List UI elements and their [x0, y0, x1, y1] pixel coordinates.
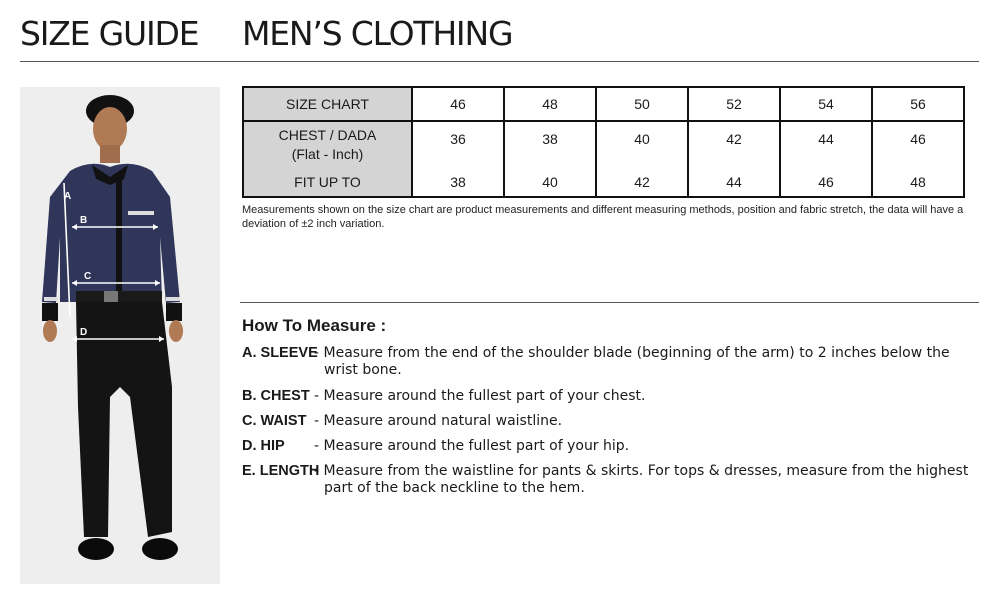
chest-value-cell [504, 121, 596, 167]
fit-value-cell: 48 [872, 167, 964, 197]
fit-row [243, 167, 964, 197]
measure-item-chest [242, 388, 982, 405]
chest-value: 40 [634, 130, 650, 147]
header-divider [20, 61, 979, 62]
measure-key: C. WAIST [242, 413, 307, 429]
measure-key: A. SLEEVE [242, 345, 318, 361]
size-header-cell: 56 [872, 87, 964, 121]
measure-key: B. CHEST [242, 388, 310, 404]
measure-key: D. HIP [242, 438, 285, 454]
fit-value-cell: 40 [504, 167, 596, 197]
measure-desc: - Measure around the fullest part of your chest. [314, 388, 646, 404]
how-to-measure-heading: How To Measure : [242, 316, 387, 335]
fit-value-cell: 38 [412, 167, 504, 197]
marker-c: C [84, 271, 92, 282]
measure-item-hip [242, 438, 982, 455]
fit-row-label: FIT UP TO [243, 167, 412, 197]
size-header-cell: 52 [688, 87, 780, 121]
measure-desc: - Measure around the fullest part of your hip. [314, 438, 630, 454]
chest-row [243, 121, 964, 167]
chest-value-cell [688, 121, 780, 167]
size-header-cell: 46 [412, 87, 504, 121]
chest-value-cell [872, 121, 964, 167]
size-chart-header-row [243, 87, 964, 121]
mens-clothing-title: MEN’S CLOTHING [242, 14, 513, 53]
chest-value: 38 [542, 130, 558, 147]
measure-desc: - Measure from the waistline for pants & skirts. For tops & dresses, measure from the highest part of the back neckline to the hem. [314, 463, 969, 496]
marker-d: D [80, 327, 88, 338]
size-header-cell: 54 [780, 87, 872, 121]
measure-key: E. LENGTH [242, 463, 320, 479]
chest-value: 36 [450, 130, 466, 147]
chest-value-cell [596, 121, 688, 167]
measurement-note: Measurements shown on the size chart are product measurements and different measuring methods, position and fabric stretch, the data will have a deviation of ±2 inch variation. [242, 204, 964, 230]
measure-desc: - Measure around natural waistline. [314, 413, 563, 429]
fit-value-cell: 44 [688, 167, 780, 197]
chest-row-label [243, 121, 412, 167]
chest-value: 46 [910, 130, 926, 147]
measure-item-length [242, 463, 982, 497]
measure-item-waist [242, 413, 982, 430]
size-guide-title: SIZE GUIDE [20, 14, 199, 53]
chest-label-line2: (Flat - Inch) [291, 145, 364, 162]
section-divider [240, 302, 979, 303]
model-photo [20, 87, 220, 584]
chest-value-cell [780, 121, 872, 167]
fit-value-cell: 46 [780, 167, 872, 197]
marker-b: B [80, 215, 88, 226]
marker-a: A [64, 191, 72, 202]
size-header-cell: 48 [504, 87, 596, 121]
measure-desc: - Measure from the end of the shoulder blade (beginning of the arm) to 2 inches below the wrist bone. [314, 345, 950, 378]
size-chart-table [242, 86, 965, 198]
measure-item-sleeve [242, 345, 982, 379]
measure-instructions [242, 345, 982, 497]
chest-value: 44 [818, 130, 834, 147]
chest-value: 42 [726, 130, 742, 147]
chest-value-cell [412, 121, 504, 167]
size-chart-header-label: SIZE CHART [243, 87, 412, 121]
fit-value-cell: 42 [596, 167, 688, 197]
chest-label-line1: CHEST / DADA [278, 127, 377, 144]
size-header-cell: 50 [596, 87, 688, 121]
